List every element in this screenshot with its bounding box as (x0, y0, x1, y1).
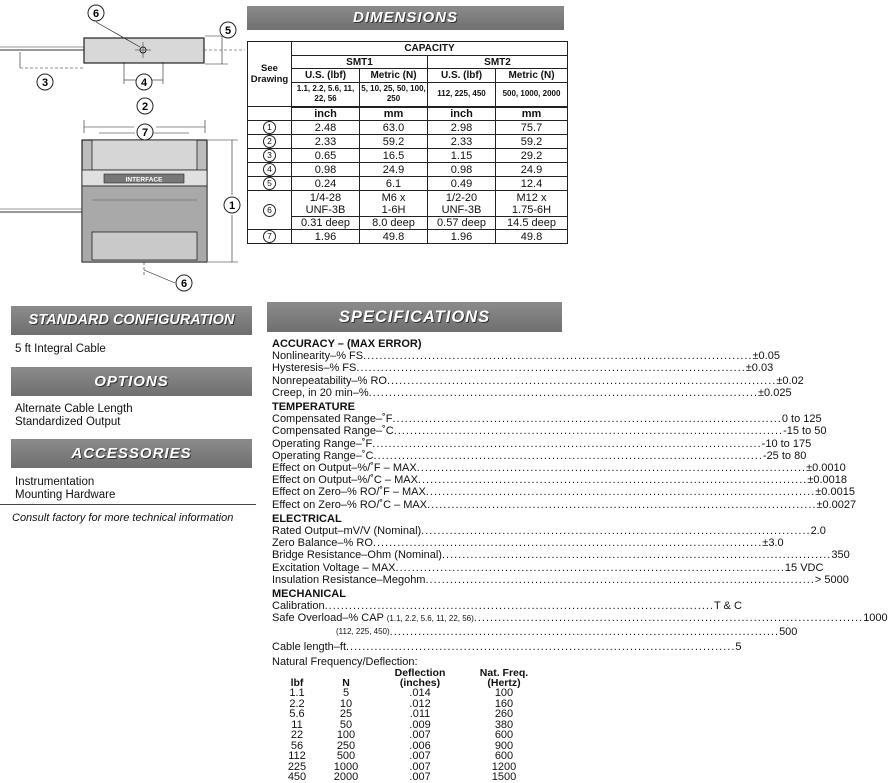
cell: 0.65 (292, 149, 360, 163)
cell: 16.5 (360, 149, 428, 163)
spec-row: Operating Range–˚F ..... -10 to 175 (272, 438, 562, 450)
unit-mm: mm (360, 107, 428, 121)
smt2-metric-caps: 500, 1000, 2000 (496, 83, 568, 107)
options-list (15, 403, 133, 429)
list-item: Mounting Hardware (15, 489, 116, 501)
cell: M6 x 1-6H (360, 191, 428, 217)
cell: 29.2 (496, 149, 568, 163)
spec-row: Effect on Output–%/˚C – MAX ..... ±0.0018 (272, 474, 562, 486)
unit-mm: mm (496, 107, 568, 121)
table-row: 225 1000 .007 1200 (287, 760, 517, 773)
smt1-us-header: U.S. (lbf) (292, 69, 360, 83)
specifications-list (272, 338, 888, 783)
table-row (248, 135, 568, 149)
cell: 49.8 (360, 230, 428, 244)
ref-circle: 3 (263, 149, 276, 162)
accessories-banner: ACCESSORIES (11, 439, 252, 468)
header-n: N (342, 677, 350, 690)
dimensions-table (247, 41, 568, 244)
table-row (248, 177, 568, 191)
spec-row: Rated Output–mV/V (Nominal) ..... 2.0 (272, 525, 562, 537)
cell: 49.8 (496, 230, 568, 244)
svg-text:5: 5 (224, 25, 232, 37)
cell: 63.0 (360, 121, 428, 135)
svg-text:4: 4 (140, 77, 148, 89)
table-row: 1.1 5 .014 100 (289, 687, 514, 700)
spec-row: Safe Overload–% CAP (1.1, 2.2, 5.6, 11, 22, 56) ..... 1000 (272, 612, 562, 625)
specifications-banner: SPECIFICATIONS (267, 302, 562, 332)
spec-row: Compensated Range–˚C ..... -15 to 50 (272, 425, 562, 437)
table-row: 5.6 25 .011 260 (289, 708, 514, 721)
divider (0, 504, 256, 505)
electrical-title: ELECTRICAL (272, 512, 342, 525)
cell: 59.2 (360, 135, 428, 149)
cell: 2.33 (292, 135, 360, 149)
cell: 12.4 (496, 177, 568, 191)
svg-text:7: 7 (141, 127, 149, 139)
table-row (248, 230, 568, 244)
standard-configuration-list (15, 343, 106, 356)
smt2-us-header: U.S. (lbf) (428, 69, 496, 83)
table-row (248, 121, 568, 135)
spec-row: Calibration ..... T & C (272, 600, 562, 612)
natural-frequency-title: Natural Frequency/Deflection: (272, 656, 418, 669)
cell: 24.9 (360, 163, 428, 177)
cell: 2.33 (428, 135, 496, 149)
spec-row: Operating Range–˚C ..... -25 to 80 (272, 450, 562, 462)
spec-row: Hysteresis–% FS ..... ±0.03 (272, 362, 562, 374)
unit-inch: inch (292, 107, 360, 121)
callout-5 (220, 22, 236, 38)
ref-circle: 5 (263, 177, 276, 190)
cell: 1/2-20 UNF-3B (428, 191, 496, 217)
cell: 14.5 deep (496, 217, 568, 230)
svg-text:3: 3 (41, 77, 49, 89)
table-row: 56 250 .006 900 (290, 739, 514, 752)
cell: 1.96 (292, 230, 360, 244)
callout-1 (224, 197, 240, 213)
header-deflection: Deflection (inches) (394, 667, 446, 690)
list-item: 5 ft Integral Cable (15, 343, 106, 355)
spec-row: Bridge Resistance–Ohm (Nominal) ..... 350 (272, 549, 562, 561)
ref-circle: 6 (263, 204, 276, 217)
mechanical-title: MECHANICAL (272, 588, 346, 601)
smt1-metric-caps: 5, 10, 25, 50, 100, 250 (360, 83, 428, 107)
cell: 0.24 (292, 177, 360, 191)
options-banner: OPTIONS (11, 367, 252, 396)
spec-row: Excitation Voltage – MAX ..... 15 VDC (272, 562, 562, 574)
spec-row: Insulation Resistance–Megohm ..... > 5000 (272, 574, 562, 586)
natural-frequency-table (278, 668, 544, 783)
cell: 0.98 (428, 163, 496, 177)
callout-3 (37, 74, 53, 90)
cell: M12 x 1.75-6H (496, 191, 568, 217)
header-frequency: Nat. Freq. (Hertz) (479, 667, 529, 690)
spec-row: Effect on Zero–% RO/˚F – MAX ..... ±0.0015 (272, 486, 562, 498)
header-lbf: lbf (290, 677, 304, 690)
table-row: 112 500 .007 600 (288, 750, 514, 763)
ref-circle: 1 (263, 121, 276, 134)
accuracy-title: ACCURACY – (MAX ERROR) (272, 338, 422, 350)
see-drawing-header: See Drawing (248, 42, 292, 107)
smt1-header: SMT1 (292, 56, 428, 69)
capacity-header: CAPACITY (292, 42, 568, 56)
list-item: Standardized Output (15, 416, 121, 428)
list-item: Instrumentation (15, 476, 95, 488)
cell: 1.96 (428, 230, 496, 244)
table-row: 22 100 .007 600 (290, 729, 514, 742)
consult-note: Consult factory for more technical information (12, 512, 234, 524)
smt2-header: SMT2 (428, 56, 568, 69)
cell: 0.49 (428, 177, 496, 191)
load-cell-drawing (0, 0, 250, 295)
cell: 8.0 deep (360, 217, 428, 230)
smt2-us-caps: 112, 225, 450 (428, 83, 496, 107)
cell: 75.7 (496, 121, 568, 135)
table-row: 450 2000 .007 1500 (287, 771, 517, 783)
table-row-thread (248, 191, 568, 217)
cell: 0.31 deep (292, 217, 360, 230)
spec-row: Effect on Zero–% RO/˚C – MAX ..... ±0.0027 (272, 499, 562, 511)
ref-circle: 2 (263, 135, 276, 148)
callout-7 (137, 124, 153, 140)
table-row-thread-depth (248, 217, 568, 230)
cell: 2.98 (428, 121, 496, 135)
table-row: 2.2 10 .012 160 (289, 697, 514, 710)
ref-circle: 7 (263, 230, 276, 243)
spec-row: (112, 225, 450) ..... 500 (272, 626, 562, 638)
table-row (248, 163, 568, 177)
cell: 2.48 (292, 121, 360, 135)
cell: 24.9 (496, 163, 568, 177)
dimensions-banner: DIMENSIONS (247, 6, 564, 30)
svg-text:1: 1 (228, 200, 236, 212)
table-row: 11 50 .009 380 (291, 718, 514, 731)
spec-row: Nonrepeatability–% RO ..... ±0.02 (272, 375, 562, 387)
callout-6-top (88, 5, 104, 21)
ref-circle: 4 (263, 163, 276, 176)
spec-row: Cable length–ft ..... 5 (272, 641, 562, 653)
logo-text: INTERFACE (125, 176, 163, 184)
spec-row: Effect on Output–%/˚F – MAX ..... ±0.0010 (272, 462, 562, 474)
spec-row: Zero Balance–% RO ..... ±3.0 (272, 537, 562, 549)
cell: 1.15 (428, 149, 496, 163)
smt1-us-caps: 1.1, 2.2, 5.6, 11, 22, 56 (292, 83, 360, 107)
callout-2 (137, 98, 153, 114)
cell: 6.1 (360, 177, 428, 191)
cell: 1/4-28 UNF-3B (292, 191, 360, 217)
callout-6-bottom (176, 275, 192, 291)
spec-row: Nonlinearity–% FS ..... ±0.05 (272, 350, 562, 362)
cell: 0.57 deep (428, 217, 496, 230)
spec-row: Creep, in 20 min–% ..... ±0.025 (272, 387, 562, 399)
svg-text:6: 6 (180, 278, 188, 290)
temperature-title: TEMPERATURE (272, 401, 355, 414)
smt1-metric-header: Metric (N) (360, 69, 428, 83)
cell: 0.98 (292, 163, 360, 177)
svg-text:6: 6 (92, 8, 100, 20)
callout-4 (136, 74, 152, 90)
table-row (248, 149, 568, 163)
list-item: Alternate Cable Length (15, 403, 133, 415)
smt2-metric-header: Metric (N) (496, 69, 568, 83)
unit-inch: inch (428, 107, 496, 121)
accessories-list (15, 476, 115, 502)
spec-row: Compensated Range–˚F ..... 0 to 125 (272, 413, 562, 425)
standard-configuration-banner: STANDARD CONFIGURATION (11, 306, 252, 335)
svg-text:2: 2 (141, 101, 149, 113)
cell: 59.2 (496, 135, 568, 149)
